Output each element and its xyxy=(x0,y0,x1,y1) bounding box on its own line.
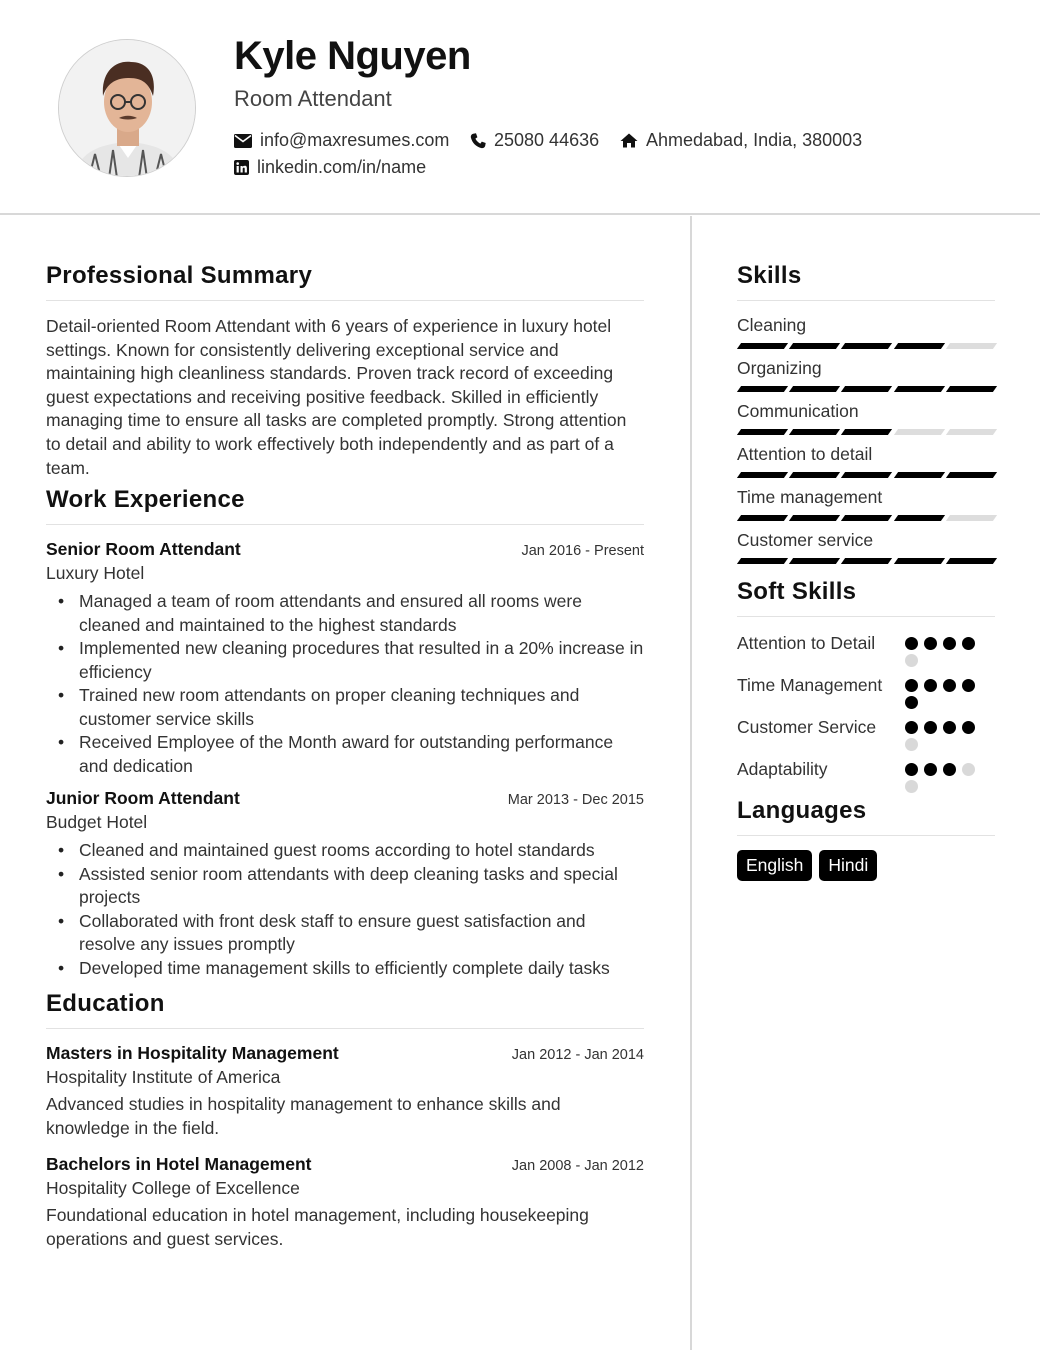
languages-heading: Languages xyxy=(737,797,995,836)
rating-dot xyxy=(924,763,937,776)
soft-skills-list xyxy=(737,631,995,793)
contact-location xyxy=(620,130,862,151)
job-bullets xyxy=(46,590,644,778)
education-list xyxy=(46,1043,644,1251)
skill-level-segment xyxy=(789,558,840,564)
soft-skill-rating xyxy=(905,631,985,667)
rating-dot xyxy=(924,637,937,650)
soft-skill-item xyxy=(737,715,995,751)
phone-icon xyxy=(470,133,486,149)
skill-level-segment xyxy=(946,429,997,435)
skill-level-segment xyxy=(789,472,840,478)
skill-level-segment xyxy=(789,429,840,435)
candidate-name: Kyle Nguyen xyxy=(234,34,471,78)
rating-dot xyxy=(962,679,975,692)
skill-level-segment xyxy=(841,343,892,349)
soft-skill-rating xyxy=(905,673,985,709)
skill-level-bar xyxy=(737,515,995,521)
education-degree: Bachelors in Hotel Management xyxy=(46,1154,312,1175)
education-description: Foundational education in hotel management, including housekeeping operations and guest services. xyxy=(46,1205,589,1249)
job-title: Senior Room Attendant xyxy=(46,539,241,560)
rating-dot xyxy=(905,696,918,709)
contact-phone[interactable] xyxy=(470,130,599,151)
skill-level-segment xyxy=(946,558,997,564)
job-header xyxy=(46,539,644,560)
job-bullet: • Received Employee of the Month award for outstanding performance and dedication xyxy=(46,731,644,778)
rating-dot xyxy=(905,780,918,793)
education-dates: Jan 2012 - Jan 2014 xyxy=(511,1047,644,1064)
language-badge: English xyxy=(737,850,812,881)
job-title: Junior Room Attendant xyxy=(46,788,240,809)
summary-text: Detail-oriented Room Attendant with 6 years of experience in luxury hotel settings. Known for consistently delivering exceptional service and maintaining high cleanliness standards. Proven track record of exceeding guest expectations and receiving positive feedback. Skilled in efficiently managing time to ensure all tasks are completed promptly. Strong attention to detail and ability to work effectively both independently and as part of a team. xyxy=(46,316,627,478)
skill-level-segment xyxy=(841,386,892,392)
skill-level-bar xyxy=(737,472,995,478)
soft-skill-name: Customer Service xyxy=(737,717,877,737)
rating-dot xyxy=(943,637,956,650)
rating-dot xyxy=(962,637,975,650)
skill-level-segment xyxy=(841,558,892,564)
education-entry xyxy=(46,1154,644,1251)
rating-dot xyxy=(905,654,918,667)
rating-dot xyxy=(924,679,937,692)
home-icon xyxy=(620,133,638,148)
contact-location-text: Ahmedabad, India, 380003 xyxy=(646,130,863,150)
job-company: Luxury Hotel xyxy=(46,563,145,584)
skills-heading: Skills xyxy=(737,262,995,301)
contact-phone-text: 25080 44636 xyxy=(494,130,600,150)
skill-level-segment xyxy=(737,515,788,521)
job-bullet: • Assisted senior room attendants with deep cleaning tasks and special projects xyxy=(46,863,644,910)
rating-dot xyxy=(962,763,975,776)
language-badge: Hindi xyxy=(819,850,877,881)
skill-level-segment xyxy=(789,343,840,349)
rating-dot xyxy=(905,721,918,734)
skill-level-segment xyxy=(737,558,788,564)
skill-level-segment xyxy=(737,343,788,349)
skill-name: Organizing xyxy=(737,358,822,378)
education-header xyxy=(46,1154,644,1175)
skill-level-segment xyxy=(946,386,997,392)
job-entry xyxy=(46,788,644,980)
soft-skill-rating xyxy=(905,715,985,751)
skill-level-segment xyxy=(841,472,892,478)
job-header xyxy=(46,788,644,809)
column-divider xyxy=(690,216,692,1350)
education-heading: Education xyxy=(46,990,644,1029)
skill-item xyxy=(737,530,995,564)
job-bullet: • Developed time management skills to efficiently complete daily tasks xyxy=(46,957,644,981)
education-degree: Masters in Hospitality Management xyxy=(46,1043,339,1064)
rating-dot xyxy=(943,763,956,776)
skill-level-bar xyxy=(737,386,995,392)
education-entry xyxy=(46,1043,644,1140)
skill-level-segment xyxy=(894,386,945,392)
skill-item xyxy=(737,401,995,435)
rating-dot xyxy=(962,721,975,734)
summary-heading: Professional Summary xyxy=(46,262,644,301)
linkedin-icon xyxy=(234,160,249,175)
job-bullet: • Managed a team of room attendants and ensured all rooms were cleaned and maintained to the highest standards xyxy=(46,590,644,637)
skill-name: Time management xyxy=(737,487,883,507)
skill-level-segment xyxy=(894,558,945,564)
soft-skills-heading: Soft Skills xyxy=(737,578,995,617)
skill-level-bar xyxy=(737,343,995,349)
job-entry xyxy=(46,539,644,778)
rating-dot xyxy=(905,738,918,751)
skill-item xyxy=(737,315,995,349)
contact-linkedin[interactable] xyxy=(234,157,426,178)
soft-skill-name: Time Management xyxy=(737,675,883,695)
skill-level-segment xyxy=(789,386,840,392)
skill-level-segment xyxy=(841,515,892,521)
skill-level-segment xyxy=(737,472,788,478)
skill-level-segment xyxy=(737,386,788,392)
side-column xyxy=(737,262,995,881)
skill-level-segment xyxy=(894,429,945,435)
skills-list xyxy=(737,315,995,564)
contact-email-text: info@maxresumes.com xyxy=(260,130,450,150)
soft-skill-rating xyxy=(905,757,985,793)
contact-email[interactable] xyxy=(234,130,449,151)
skill-level-segment xyxy=(946,515,997,521)
job-bullets xyxy=(46,839,644,980)
skill-level-bar xyxy=(737,558,995,564)
skill-level-segment xyxy=(737,429,788,435)
skill-name: Customer service xyxy=(737,530,874,550)
job-bullet: • Cleaned and maintained guest rooms according to hotel standards xyxy=(46,839,644,863)
skill-level-segment xyxy=(841,429,892,435)
education-description: Advanced studies in hospitality management to enhance skills and knowledge in the field. xyxy=(46,1094,561,1138)
avatar xyxy=(58,39,196,177)
skill-item xyxy=(737,487,995,521)
profile-photo xyxy=(59,40,196,177)
rating-dot xyxy=(905,679,918,692)
contact-linkedin-text: linkedin.com/in/name xyxy=(257,157,427,177)
candidate-role: Room Attendant xyxy=(234,86,392,111)
skill-item xyxy=(737,358,995,392)
soft-skill-item xyxy=(737,757,995,793)
job-dates: Mar 2013 - Dec 2015 xyxy=(507,792,644,809)
main-column xyxy=(46,262,644,1265)
envelope-icon xyxy=(234,134,252,148)
resume-header xyxy=(0,0,1040,215)
skill-level-segment xyxy=(789,515,840,521)
experience-heading: Work Experience xyxy=(46,486,644,525)
education-school: Hospitality Institute of America xyxy=(46,1067,281,1088)
job-bullet: • Collaborated with front desk staff to ensure guest satisfaction and resolve any issues promptly xyxy=(46,910,644,957)
soft-skill-item xyxy=(737,631,995,667)
job-bullet: • Trained new room attendants on proper cleaning techniques and customer service skills xyxy=(46,684,644,731)
rating-dot xyxy=(905,763,918,776)
education-dates: Jan 2008 - Jan 2012 xyxy=(511,1158,644,1175)
job-bullet: • Implemented new cleaning procedures that resulted in a 20% increase in efficiency xyxy=(46,637,644,684)
education-header xyxy=(46,1043,644,1064)
skill-level-segment xyxy=(946,343,997,349)
languages-list xyxy=(737,850,995,881)
rating-dot xyxy=(943,721,956,734)
skill-level-segment xyxy=(894,343,945,349)
soft-skill-name: Adaptability xyxy=(737,759,828,779)
soft-skill-name: Attention to Detail xyxy=(737,633,876,653)
skill-level-segment xyxy=(894,515,945,521)
skill-level-segment xyxy=(894,472,945,478)
skill-name: Communication xyxy=(737,401,859,421)
skill-item xyxy=(737,444,995,478)
education-school: Hospitality College of Excellence xyxy=(46,1178,300,1199)
rating-dot xyxy=(943,679,956,692)
rating-dot xyxy=(905,637,918,650)
experience-list xyxy=(46,539,644,980)
skill-level-segment xyxy=(946,472,997,478)
skill-level-bar xyxy=(737,429,995,435)
soft-skill-item xyxy=(737,673,995,709)
job-dates: Jan 2016 - Present xyxy=(521,543,644,560)
skill-name: Cleaning xyxy=(737,315,807,335)
rating-dot xyxy=(924,721,937,734)
job-company: Budget Hotel xyxy=(46,812,148,833)
skill-name: Attention to detail xyxy=(737,444,873,464)
